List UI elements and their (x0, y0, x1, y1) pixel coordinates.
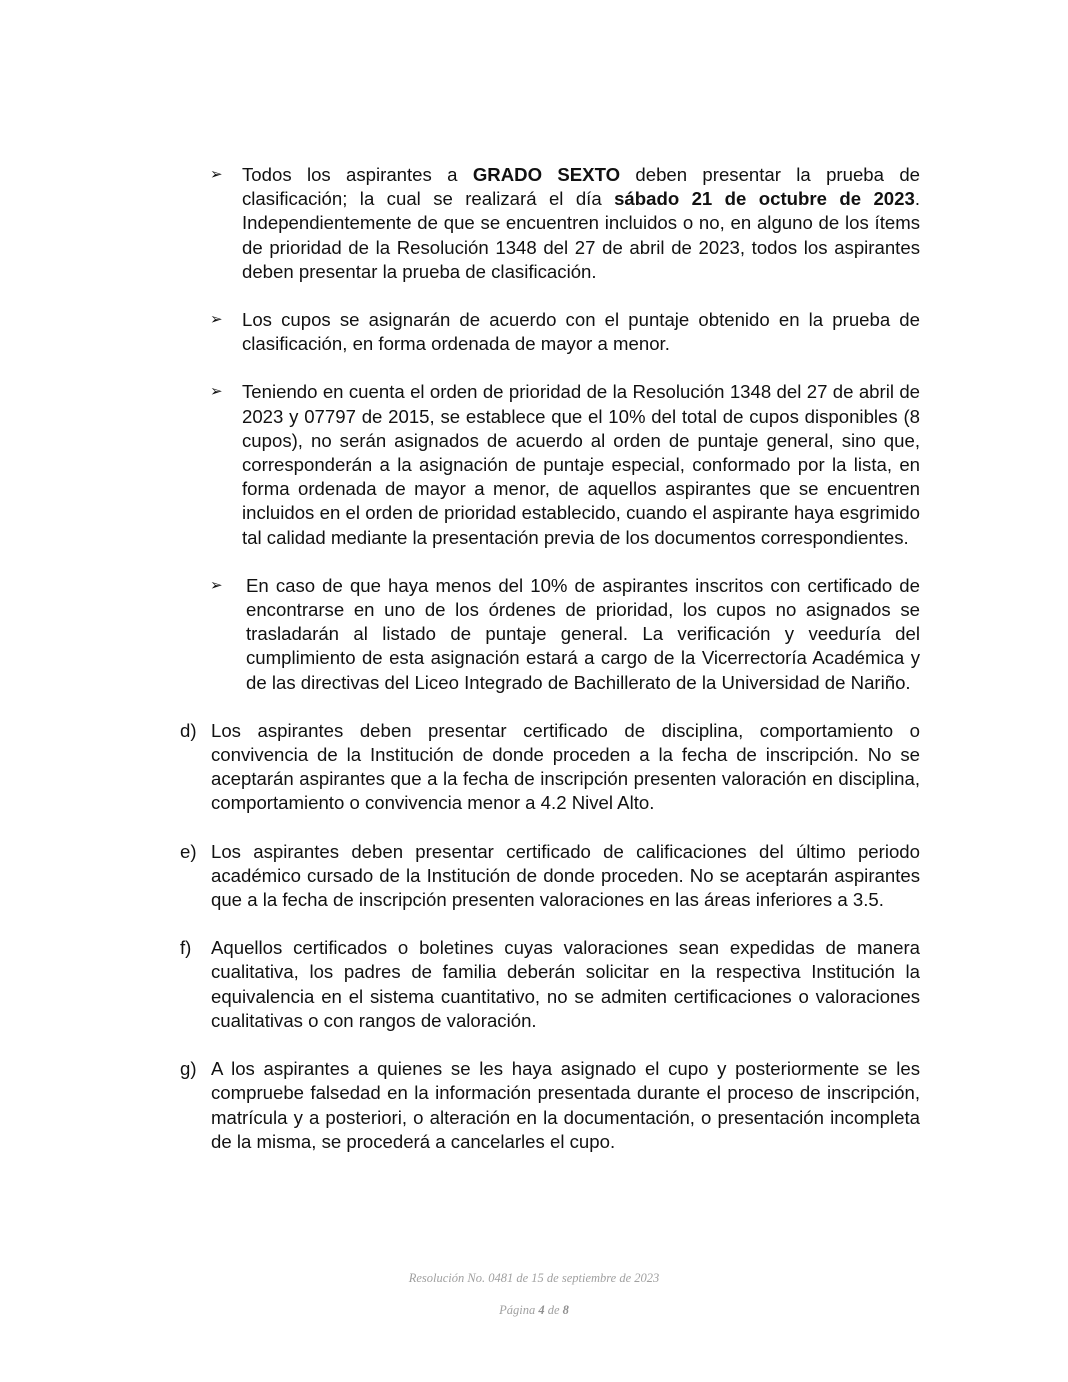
bullet-item (180, 308, 920, 356)
arrow-bullet-icon: ➢ (210, 383, 223, 401)
arrow-bullet-icon: ➢ (210, 576, 223, 594)
list-item-g (180, 1057, 920, 1154)
arrow-bullet-icon: ➢ (210, 311, 223, 329)
list-item-e (180, 840, 920, 913)
bold-text: sábado 21 de octubre de 2023 (614, 188, 915, 210)
paragraph-text: deben presentar la prueba de clasificación; la cual se realizará el día (242, 164, 920, 210)
paragraph-text: . Independientemente de que se encuentren incluidos o no, en alguno de los ítems de prioridad de la Resolución 1348 del 27 de abril de 2023, todos los aspirantes deben presentar la prueba de clasificación. (242, 188, 920, 282)
page-prefix: Página (499, 1303, 539, 1317)
paragraph-text: Todos los aspirantes a (242, 164, 473, 185)
bold-text: GRADO SEXTO (472, 164, 621, 185)
page-separator: de (544, 1303, 563, 1317)
list-letter: g) (180, 1058, 197, 1080)
list-item-f (180, 936, 920, 1033)
paragraph-text: Teniendo en cuenta el orden de prioridad de la Resolución 1348 del 27 de abril de 2023 y 07797 de 2015, se establece que el 10% del total de cupos disponibles (8 cupos), no serán asignados de acuerdo al orden de puntaje general, sino que, corresponderán a la asignación de puntaje especial, conformado por la lista, en forma ordenada de mayor a menor, de aquellos aspirantes que se encuentren incluidos en el orden de prioridad establecido, cuando el aspirante haya esgrimido tal calidad mediante la presentación previa de los documentos correspondientes. (242, 381, 920, 548)
document-body (180, 163, 920, 1178)
arrow-bullet-icon: ➢ (210, 166, 223, 183)
list-item-d (180, 719, 920, 816)
list-letter: f) (180, 937, 192, 959)
paragraph-text: En caso de que haya menos del 10% de aspirantes inscritos con certificado de encontrarse en uno de los órdenes de prioridad, los cupos no asignados se trasladarán al listado de puntaje general. La verificación y veeduría del cumplimiento de esta asignación estará a cargo de la Vicerrectoría Académica y de las directivas del Liceo Integrado de Bachillerato de la Universidad de Nariño. (246, 574, 920, 693)
page-current: 4 (538, 1303, 545, 1317)
list-letter: d) (180, 719, 197, 741)
bullet-item (180, 380, 920, 549)
bullet-item (180, 574, 920, 695)
paragraph-text: Aquellos certificados o boletines cuyas valoraciones sean expedidas de manera cualitativa, los padres de familia deberán solicitar en la respectiva Institución la equivalencia en el sistema cuantitativo, no se admiten certificaciones o valoraciones cualitativas o con rangos de valoración. (211, 937, 920, 1031)
list-letter: e) (180, 840, 197, 862)
page-total: 8 (562, 1303, 569, 1317)
paragraph-text: Los aspirantes deben presentar certificado de calificaciones del último periodo académico cursado de la Institución de donde proceden. No se aceptarán aspirantes que a la fecha de inscripción presenten valoraciones en las áreas inferiores a 3.5. (211, 840, 920, 911)
footer-resolution: Resolución No. 0481 de 15 de septiembre de 2023 (408, 1271, 660, 1285)
bullet-item (180, 163, 920, 284)
footer-page-number (0, 1303, 1068, 1318)
paragraph-text: Los aspirantes deben presentar certificado de disciplina, comportamiento o convivencia de la Institución de donde proceden a la fecha de inscripción. No se aceptarán aspirantes que a la fecha de inscripción presenten valoración en disciplina, comportamiento o convivencia menor a 4.2 Nivel Alto. (211, 719, 920, 814)
paragraph-text: A los aspirantes a quienes se les haya asignado el cupo y posteriormente se les compruebe falsedad en la información presentada durante el proceso de inscripción, matrícula y a posteriori, o alteración en la documentación, o presentación incompleta de la misma, se procederá a cancelarles el cupo. (211, 1058, 920, 1152)
paragraph-text: Los cupos se asignarán de acuerdo con el puntaje obtenido en la prueba de clasificación, en forma ordenada de mayor a menor. (242, 309, 920, 355)
